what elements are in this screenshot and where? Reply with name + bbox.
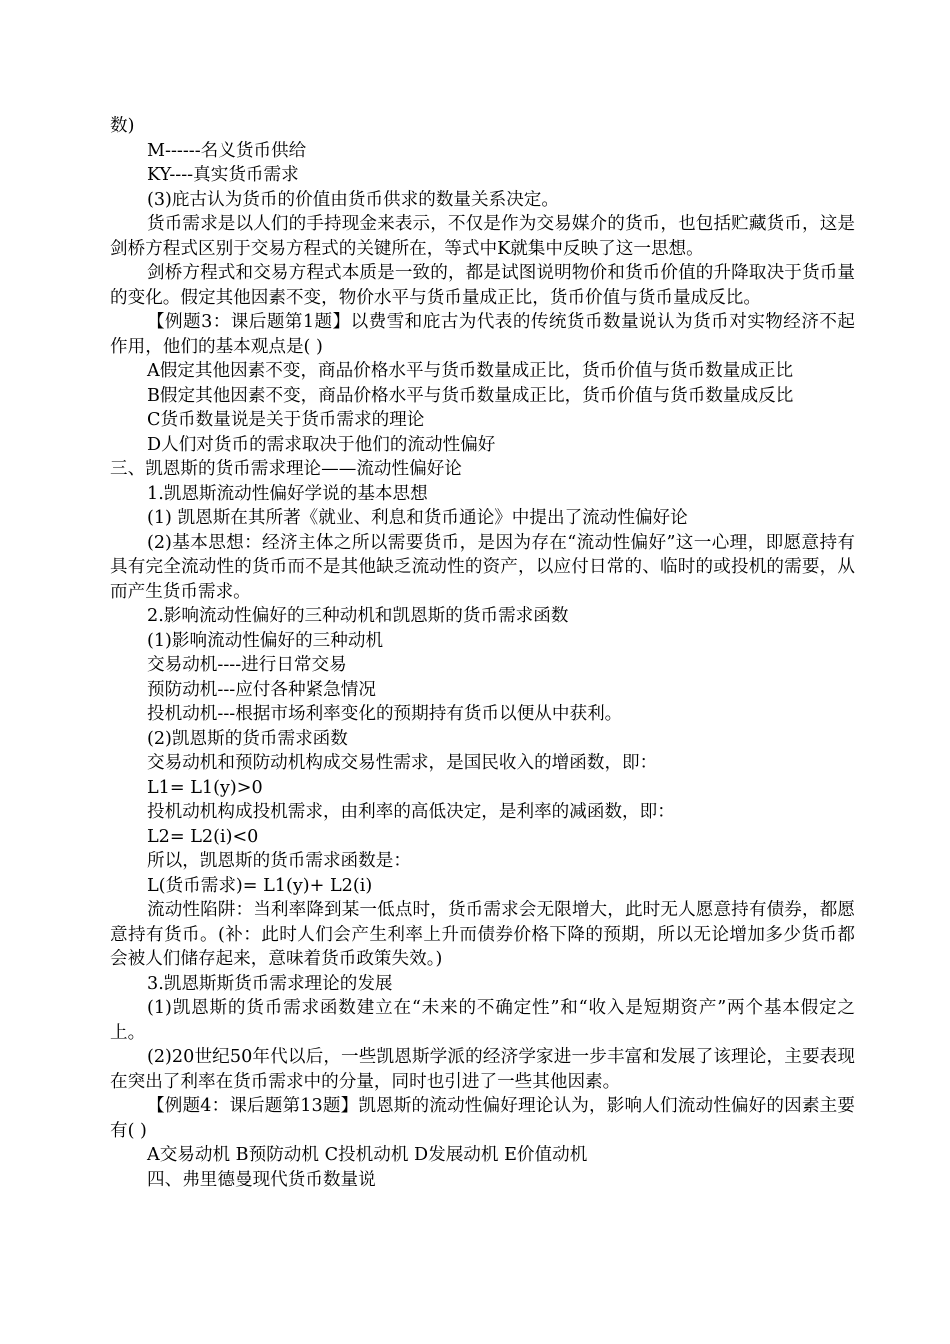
point-3-pigou: (3)庇古认为货币的价值由货币供求的数量关系决定。: [147, 189, 559, 210]
document-page: [110, 114, 855, 1192]
subheading-3: 3.凯恩斯斯货币需求理论的发展: [147, 973, 393, 994]
point-1-three-motives: (1)影响流动性偏好的三种动机: [147, 630, 384, 651]
paragraph-liquidity-trap: 流动性陷阱：当利率降到某一低点时，货币需求会无限增大，此时无人愿意持有债券，都愿意持有货币。(补：此时人们会产生利率上升而债券价格下降的预期，所以无论增加多少货币都会被人们储存起来，意味着货币政策失效。): [110, 900, 855, 969]
example-4-options: A交易动机 B预防动机 C投机动机 D发展动机 E价值动机: [147, 1145, 588, 1165]
motive-precaution: 预防动机---应付各种紧急情况: [147, 679, 376, 700]
point-2-development: (2)20世纪50年代以后，一些凯恩斯学派的经济学家进一步丰富和发展了该理论，主要表现在突出了利率在货币需求中的分量，同时也引进了一些其他因素。: [110, 1047, 855, 1092]
example-3-option-a: A假定其他因素不变，商品价格水平与货币数量成正比，货币价值与货币数量成正比: [147, 361, 794, 381]
section-heading-3: 三、凯恩斯的货币需求理论——流动性偏好论: [110, 459, 462, 479]
point-1-general-theory: (1) 凯恩斯在其所著《就业、利息和货币通论》中提出了流动性偏好论: [147, 508, 688, 528]
paragraph-money-demand: 货币需求是以人们的手持现金来表示，不仅是作为交易媒介的货币，也包括贮藏货币，这是剑桥方程式区别于交易方程式的关键所在，等式中K就集中反映了这一思想。: [110, 214, 855, 259]
point-1-assumptions: (1)凯恩斯的货币需求函数建立在“未来的不确定性”和“收入是短期资产”两个基本假定之上。: [110, 998, 855, 1043]
paragraph-cambridge-equation: 剑桥方程式和交易方程式本质是一致的，都是试图说明物价和货币价值的升降取决于货币量的变化。假定其他因素不变，物价水平与货币量成正比，货币价值与货币量成反比。: [110, 263, 855, 308]
demand-function-intro: 所以，凯恩斯的货币需求函数是：: [147, 851, 411, 871]
paragraph-continuation: 数): [110, 116, 135, 136]
point-2-basic-idea: (2)基本思想：经济主体之所以需要货币，是因为存在“流动性偏好”这一心理，即愿意持有具有完全流动性的货币而不是其他缺乏流动性的资产，以应付日常的、临时的或投机的需要，从而产生货币需求。: [110, 532, 855, 602]
definition-ky: KY----真实货币需求: [147, 165, 299, 185]
motive-transaction: 交易动机----进行日常交易: [147, 655, 347, 675]
example-4-question: 【例题4：课后题第13题】凯恩斯的流动性偏好理论认为，影响人们流动性偏好的因素主要有( ): [110, 1096, 855, 1141]
formula-l2: L2= L2(i)<0: [147, 826, 259, 847]
motive-speculation: 投机动机---根据市场利率变化的预期持有货币以便从中获利。: [147, 704, 623, 724]
speculative-demand-text: 投机动机构成投机需求，由利率的高低决定，是利率的减函数，即：: [147, 802, 675, 822]
transaction-demand-text: 交易动机和预防动机构成交易性需求，是国民收入的增函数，即：: [147, 753, 658, 773]
example-3-option-c: C货币数量说是关于货币需求的理论: [147, 410, 425, 430]
formula-l-total: L(货币需求)= L1(y)+ L2(i): [147, 875, 373, 896]
definition-m: M------名义货币供给: [147, 140, 307, 161]
example-3-option-b: B假定其他因素不变，商品价格水平与货币数量成正比，货币价值与货币数量成反比: [147, 385, 794, 406]
point-2-demand-function: (2)凯恩斯的货币需求函数: [147, 728, 348, 749]
subheading-1: 1.凯恩斯流动性偏好学说的基本思想: [147, 483, 428, 504]
formula-l1: L1= L1(y)>0: [147, 777, 263, 798]
subheading-2: 2.影响流动性偏好的三种动机和凯恩斯的货币需求函数: [147, 606, 569, 626]
example-3-question: 【例题3：课后题第1题】以费雪和庇古为代表的传统货币数量说认为货币对实物经济不起作用，他们的基本观点是( ): [110, 312, 855, 357]
section-heading-4: 四、弗里德曼现代货币数量说: [147, 1169, 376, 1190]
example-3-option-d: D人们对货币的需求取决于他们的流动性偏好: [147, 434, 496, 455]
